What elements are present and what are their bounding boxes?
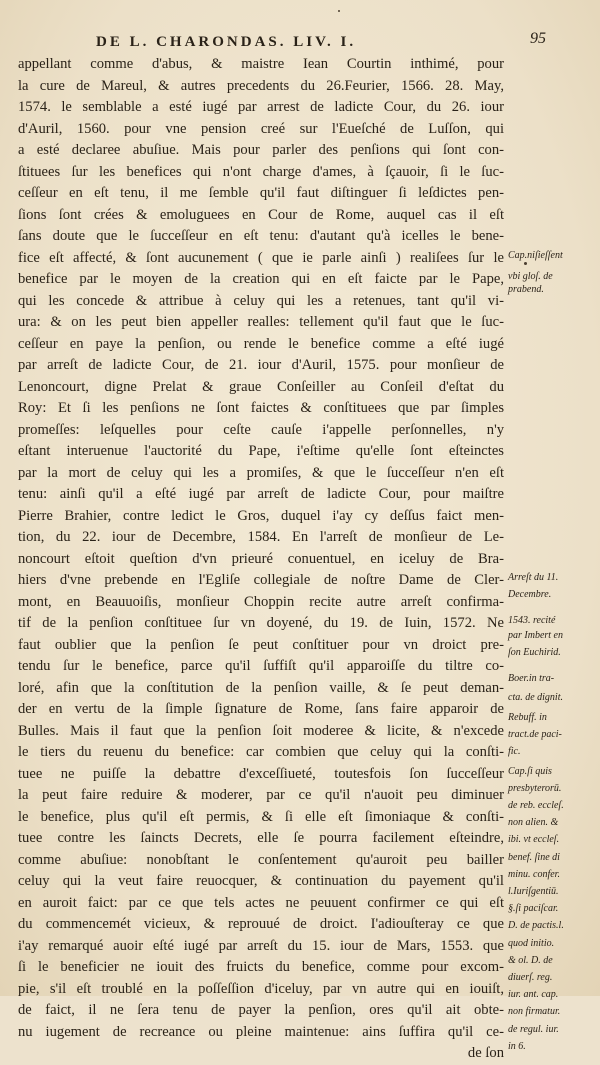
- margin-note: Boer.in tra-: [508, 673, 555, 685]
- ink-speck: [338, 10, 340, 12]
- text-line: ceſſeur en paye la penſion, ou rende le benefice comme a eſté iugé: [18, 335, 504, 352]
- margin-note: tract.de paci-: [508, 728, 562, 740]
- margin-note: 1543. recité: [508, 615, 556, 626]
- text-line: tuee ne puiſſe la debattre d'exceſſiueté, toutesfois ſon ſucceſſeur: [18, 765, 504, 782]
- page-header: [96, 30, 546, 54]
- margin-note: §.ſi paciſcar.: [508, 903, 559, 915]
- text-line: promeſſes: leſquelles pour ceſte cauſe i'appelle perſonnelles, n'y: [18, 421, 504, 438]
- text-line: eſtant interuenue l'auctorité du Pape, i'eſtime qu'elle ſont eſteinctes: [18, 443, 504, 459]
- text-line: tuee contre les ſaincts Decrets, elle ſe pourra facilement eſteindre,: [18, 830, 504, 846]
- margin-note: benef. ſine di: [508, 851, 560, 863]
- margin-note: l.Iuriſgentiū.: [508, 885, 559, 897]
- text-line: la peut faire reduire & moderer, par ce qu'il n'auoit peu diminuer: [18, 787, 504, 803]
- text-line: 1574. le semblable a esté iugé par arrest de ladicte Cour, du 26. iour: [18, 99, 504, 115]
- text-line: ſtituees ſur les benefices qui n'ont charge d'ames, à ſçauoir, ſi le ſuc-: [18, 163, 504, 180]
- text-line: Bulles. Mais il faut que la penſion ſoit moderee & licite, & n'excede: [18, 722, 504, 739]
- text-line: noncourt eſtoit queſtion d'vn prieuré conuentuel, en iceluy de Bra-: [18, 550, 504, 567]
- text-line: tif de la penſion conſtituee ſur vn doyené, du 19. de Iuin, 1572. Ne: [18, 615, 504, 631]
- page-number: 95: [530, 30, 546, 47]
- running-head: DE L. CHARONDAS. LIV. I.: [96, 34, 357, 50]
- text-line: en auroit faict: par ce que tels actes ne peuuent confirmer ce qui eſt: [18, 894, 504, 911]
- text-line: d'Auril, 1560. pour vne pension creé sur l'Eueſché de Luſſon, qui: [18, 120, 504, 137]
- body-text: [18, 54, 504, 1065]
- text-line: a esté declaree abuſiue. Mais pour parler des penſions qui ſont con-: [18, 142, 504, 158]
- margin-note: fic.: [508, 746, 521, 758]
- margin-note: in 6.: [508, 1040, 526, 1052]
- text-line: nu iugement de recreance ou pleine maintenue: ains ſuffira qu'il ce-: [18, 1023, 504, 1040]
- text-line: qui les concede & attribue à celuy qui les a retenues, tant qu'il vi-: [18, 292, 504, 309]
- margin-note: Arreſt du 11.: [508, 572, 559, 583]
- margin-note: de reb. eccleſ.: [508, 799, 564, 811]
- margin-note: cta. de dignit.: [508, 692, 563, 704]
- margin-note: Cap.niſieſſent: [508, 249, 563, 261]
- text-line: Roy: Et ſi les penſions ne ſont faictes & conſtituees que par ſimples: [18, 400, 504, 416]
- margin-note: presbyterorū.: [508, 782, 562, 794]
- text-line: loré, afin que la conſtitution de la penſion vaille, & ſe peut deman-: [18, 679, 504, 696]
- text-line: du commencemét vicieux, & reprouué de droict. I'adiouſteray ce que: [18, 916, 504, 932]
- text-line: pie, s'il eſt troublé en la poſſeſſion d'iceluy, par vn autre qui en iouiſt,: [18, 980, 504, 997]
- text-line: tenu: ainſi qu'il a eſté iugé par arreſt de ladicte Cour, pour maiſtre: [18, 486, 504, 502]
- text-line: benefice par le moyen de la creation qui en eſt faicte par le Pape,: [18, 271, 504, 287]
- margin-note: prabend.: [508, 283, 544, 295]
- margin-note: par Imbert en: [508, 630, 563, 642]
- text-line: de ſon: [467, 1045, 504, 1061]
- text-line: Pierre Brahier, contre ledict le Gros, duquel i'ay cy deſſus faict men-: [18, 507, 504, 524]
- text-line: ceſſeur en eſt tenu, il me ſemble qu'il faut diſtinguer ſi leſdictes pen-: [18, 185, 504, 201]
- margin-note: diuerſ. reg.: [508, 971, 553, 983]
- text-line: ura: & on les peut bien appeller realles: tellement qu'il faut que le ſuc-: [18, 314, 504, 330]
- margin-note: vbi gloſ. de: [508, 271, 553, 282]
- text-line: fice eſt affecté, & ſont aucunement ( que ie parle ainſi ) realiſees ſur le: [18, 249, 504, 266]
- margin-note: de regul. iur.: [508, 1023, 559, 1035]
- margin-note: quod initio.: [508, 937, 555, 949]
- text-line: par arreſt de ladicte Cour, de 21. iour d'Auril, 1575. pour monſieur de: [18, 357, 504, 373]
- text-line: celuy qui la veut faire reuocquer, & continuation du payement qu'il: [18, 873, 504, 889]
- margin-note: & ol. D. de: [508, 954, 553, 966]
- text-line: le tiers du reuenu du benefice: car combien que celuy qui la conſti-: [18, 744, 504, 760]
- text-line: i'ay remarqué auoir eſté iugé par arreſt du 15. iour de Mars, 1553. que: [18, 937, 504, 954]
- text-line: mont, en Beauuoiſis, monſieur Choppin recite autre arreſt confirma-: [18, 593, 504, 610]
- text-line: appellant comme d'abus, & maistre Iean Courtin inthimé, pour: [18, 56, 504, 72]
- text-line: Lenoncourt, digne Prelat & graue Conſeiller au Conſeil d'eſtat du: [18, 378, 504, 395]
- margin-note: non alien. &: [508, 817, 559, 829]
- margin-note: ibi. vt eccleſ.: [508, 834, 560, 846]
- margin-note: minu. confer.: [508, 868, 560, 880]
- text-line: la cure de Mareul, & autres precedents du 26.Feurier, 1566. 28. May,: [18, 77, 504, 94]
- text-line: der en vertu de la ſimple ſignature de Rome, ſans faire apparoir de: [18, 701, 504, 717]
- text-line: ſans doute que le ſucceſſeur en eſt tenu: d'autant qu'à icelles le bene-: [18, 228, 504, 244]
- text-line: comme abuſiue: nonobſtant le conſentement qu'auroit peu bailler: [18, 851, 504, 868]
- margin-note: Cap.ſi quis: [508, 765, 552, 777]
- text-line: hiers d'vne prebende en l'Egliſe collegiale de noſtre Dame de Cler-: [18, 572, 504, 588]
- margin-note: Rebuff. in: [508, 711, 547, 723]
- text-line: ſions ſont crées & emoluguees en Cour de Rome, auquel cas il eſt: [18, 206, 504, 223]
- text-line: ſi le beneficier ne iouit des fruicts du benefice, comme pour excom-: [18, 959, 504, 975]
- margin-note: Decembre.: [508, 589, 552, 601]
- text-line: tendu ſur le benefice, parce qu'il ſuffiſt qu'il apparoiſſe du tiltre co-: [18, 658, 504, 674]
- margin-note: iur. ant. cap.: [508, 989, 559, 1001]
- text-line: le benefice, plus qu'il eſt permis, & ſi elle eſt ſimoniaque & conſti-: [18, 808, 504, 825]
- text-line: par la mort de celuy qui les a promiſes, & que le ſucceſſeur n'en eſt: [18, 464, 504, 481]
- text-line: de faict, il ne ſera tenu de payer la penſion, ores qu'il ait obte-: [18, 1002, 504, 1018]
- margin-note: non firmatur.: [508, 1006, 561, 1018]
- margin-note: ſon Euchirid.: [508, 647, 561, 659]
- margin-note: D. de pactis.l.: [508, 920, 564, 932]
- text-line: faut oublier que la penſion ſe peut conſtituer pour vn droict pre-: [18, 636, 504, 653]
- text-line: tion, du 22. iour de Decembre, 1584. En l'arreſt de monſieur de Le-: [18, 529, 504, 545]
- ink-speck: [524, 262, 527, 265]
